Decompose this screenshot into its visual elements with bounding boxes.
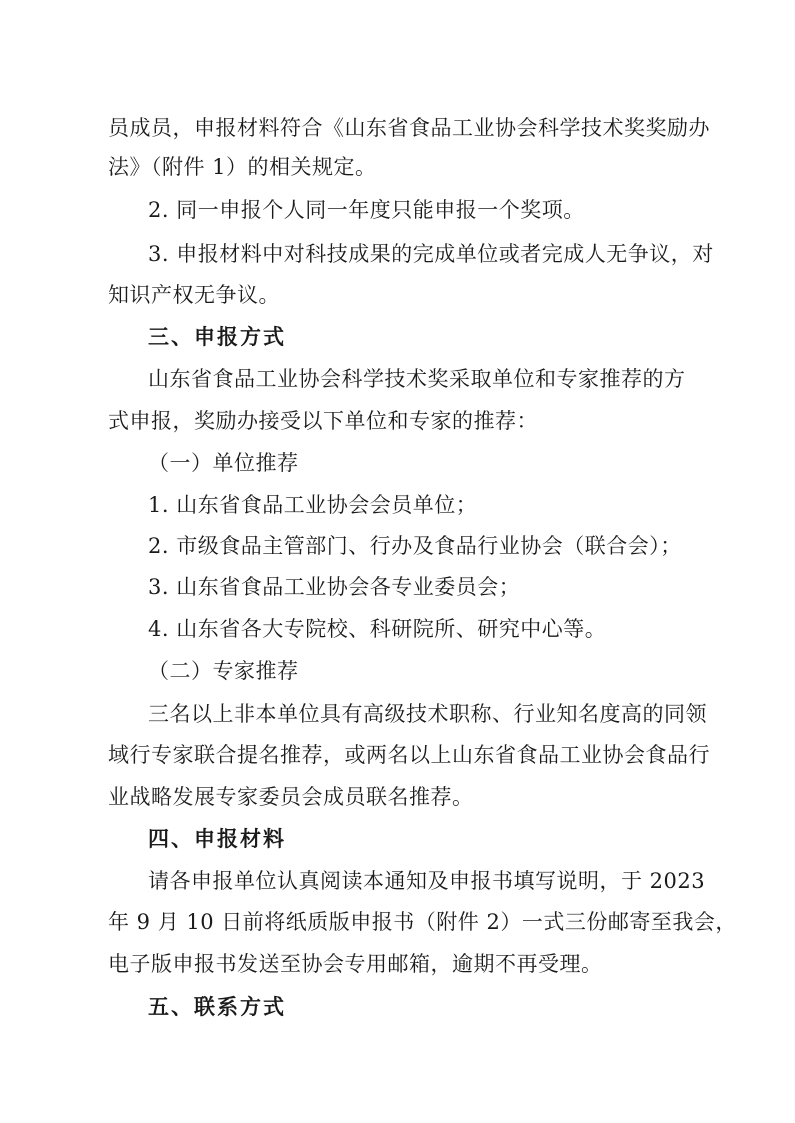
list-item: 2. 同一申报个人同一年度只能申报一个奖项。	[148, 198, 585, 222]
section-heading: 五、联系方式	[148, 994, 286, 1019]
subsection-heading: （二）专家推荐	[148, 659, 299, 683]
subsection-heading: （一）单位推荐	[148, 451, 299, 475]
list-item: 3. 申报材料中对科技成果的完成单位或者完成人无争议，对	[148, 242, 714, 266]
paragraph-line: 员成员，申报材料符合《山东省食品工业协会科学技术奖奖励办	[108, 116, 710, 140]
paragraph-line: 请各申报单位认真阅读本通知及申报书填写说明，于 2023	[148, 869, 706, 893]
list-item: 3. 山东省食品工业协会各专业委员会；	[148, 575, 521, 599]
paragraph-line: 业战略发展专家委员会成员联名推荐。	[108, 785, 474, 809]
paragraph-line: 式申报，奖励办接受以下单位和专家的推荐：	[108, 409, 538, 433]
paragraph-line: 法》（附件 1）的相关规定。	[108, 155, 377, 179]
paragraph-line: 电子版申报书发送至协会专用邮箱，逾期不再受理。	[108, 952, 603, 976]
paragraph-line: 知识产权无争议。	[108, 283, 280, 307]
list-item: 4. 山东省各大专院校、科研院所、研究中心等。	[148, 617, 607, 641]
list-item: 1. 山东省食品工业协会会员单位；	[148, 493, 478, 517]
section-heading: 四、申报材料	[148, 826, 286, 851]
paragraph-line: 山东省食品工业协会科学技术奖采取单位和专家推荐的方	[148, 367, 686, 391]
paragraph-line: 年 9 月 10 日前将纸质版申报书（附件 2）一式三份邮寄至我会，	[108, 910, 737, 934]
list-item: 2. 市级食品主管部门、行办及食品行业协会（联合会）；	[148, 534, 682, 558]
section-heading: 三、申报方式	[148, 324, 286, 349]
paragraph-line: 三名以上非本单位具有高级技术职称、行业知名度高的同领	[148, 702, 707, 726]
paragraph-line: 域行专家联合提名推荐，或两名以上山东省食品工业协会食品行	[108, 743, 710, 767]
